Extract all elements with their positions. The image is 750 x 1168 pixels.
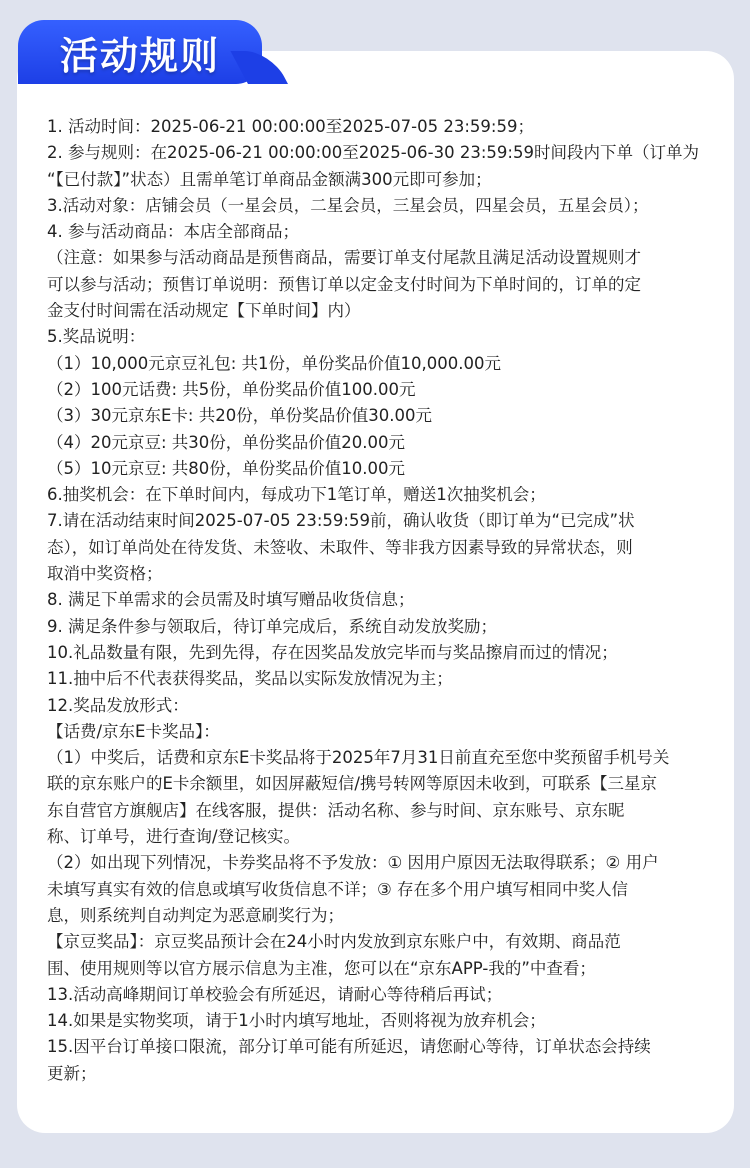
- rule-line: 息，则系统判自动判定为恶意刷奖行为；: [47, 905, 344, 925]
- rule-line: 10.礼品数量有限，先到先得，存在因奖品发放完毕而与奖品擦肩而过的情况；: [47, 642, 618, 662]
- rule-line: 【话费/京东E卡奖品】：: [47, 721, 220, 741]
- rule-line: 未填写真实有效的信息或填写收货信息不详；③ 存在多个用户填写相同中奖人信: [47, 879, 629, 899]
- rule-line: 称、订单号，进行查询/登记核实。: [47, 827, 301, 847]
- rule-line: 取消中奖资格；: [47, 564, 163, 584]
- rule-line: 7.请在活动结束时间2025-07-05 23:59:59前，确认收货（即订单为“已完成”状: [47, 511, 635, 531]
- rule-line: （1）10,000元京豆礼包: 共1份，单份奖品价值10,000.00元: [47, 353, 502, 373]
- rule-line: （4）20元京豆: 共30份，单份奖品价值20.00元: [47, 432, 406, 452]
- rule-line: 更新；: [47, 1063, 97, 1083]
- rule-line: 联的京东账户的E卡余额里，如因屏蔽短信/携号转网等原因未收到，可联系【三星京: [47, 774, 657, 794]
- rule-line: （3）30元京东E卡: 共20份，单份奖品价值30.00元: [47, 406, 432, 426]
- page-title: 活动规则: [59, 33, 220, 78]
- rule-line: 4. 参与活动商品：本店全部商品；: [47, 222, 299, 242]
- rule-line: 东自营官方旗舰店】在线客服，提供：活动名称、参与时间、京东账号、京东昵: [47, 800, 625, 820]
- rule-line: （5）10元京豆: 共80份，单份奖品价值10.00元: [47, 458, 406, 478]
- rule-line: 8. 满足下单需求的会员需及时填写赠品收货信息；: [47, 590, 415, 610]
- title-tab: [18, 20, 262, 84]
- rule-line: 围、使用规则等以官方展示信息为主准，您可以在“京东APP-我的”中查看；: [47, 958, 596, 978]
- rule-line: 9. 满足条件参与领取后，待订单完成后，系统自动发放奖励；: [47, 616, 497, 636]
- rule-line: 15.因平台订单接口限流，部分订单可能有所延迟，请您耐心等待，订单状态会持续: [47, 1037, 651, 1057]
- rule-line: 13.活动高峰期间订单校验会有所延迟，请耐心等待稍后再试；: [47, 984, 503, 1004]
- rule-line: （2）100元话费: 共5份，单份奖品价值100.00元: [47, 379, 416, 399]
- rule-line: （1）中奖后，话费和京东E卡奖品将于2025年7月31日前直充至您中奖预留手机号关: [47, 748, 670, 768]
- rule-line: 6.抽奖机会：在下单时间内，每成功下1笔订单，赠送1次抽奖机会；: [47, 485, 546, 505]
- rule-line: 可以参与活动；预售订单说明：预售订单以定金支付时间为下单时间的，订单的定: [47, 274, 641, 294]
- rule-line: 3.活动对象：店铺会员（一星会员，二星会员，三星会员，四星会员，五星会员）；: [47, 195, 649, 215]
- rule-line: 态），如订单尚处在待发货、未签收、未取件、等非我方因素导致的异常状态，则: [47, 537, 633, 557]
- rule-line: 5.奖品说明：: [47, 327, 146, 347]
- rule-line: 14.如果是实物奖项，请于1小时内填写地址，否则将视为放弃机会；: [47, 1011, 546, 1031]
- rule-line: （2）如出现下列情况，卡券奖品将不予发放：① 因用户原因无法取得联系；② 用户: [47, 853, 659, 873]
- rule-line: “【已付款】”状态）且需单笔订单商品金额满300元即可参加；: [47, 169, 492, 189]
- rule-line: 2. 参与规则：在2025-06-21 00:00:00至2025-06-30 23:59:59时间段内下单（订单为: [47, 143, 699, 163]
- rules-list: [47, 114, 717, 1087]
- rule-line: 1. 活动时间：2025-06-21 00:00:00至2025-07-05 23:59:59；: [47, 117, 534, 136]
- rule-line: （注意：如果参与活动商品是预售商品，需要订单支付尾款且满足活动设置规则才: [47, 248, 641, 268]
- rule-line: 【京豆奖品】：京豆奖品预计会在24小时内发放到京东账户中，有效期、商品范: [47, 932, 621, 952]
- rule-line: 金支付时间需在活动规定【下单时间】内）: [47, 301, 361, 321]
- rule-line: 12.奖品发放形式：: [47, 695, 189, 715]
- rule-line: 11.抽中后不代表获得奖品，奖品以实际发放情况为主；: [47, 669, 453, 689]
